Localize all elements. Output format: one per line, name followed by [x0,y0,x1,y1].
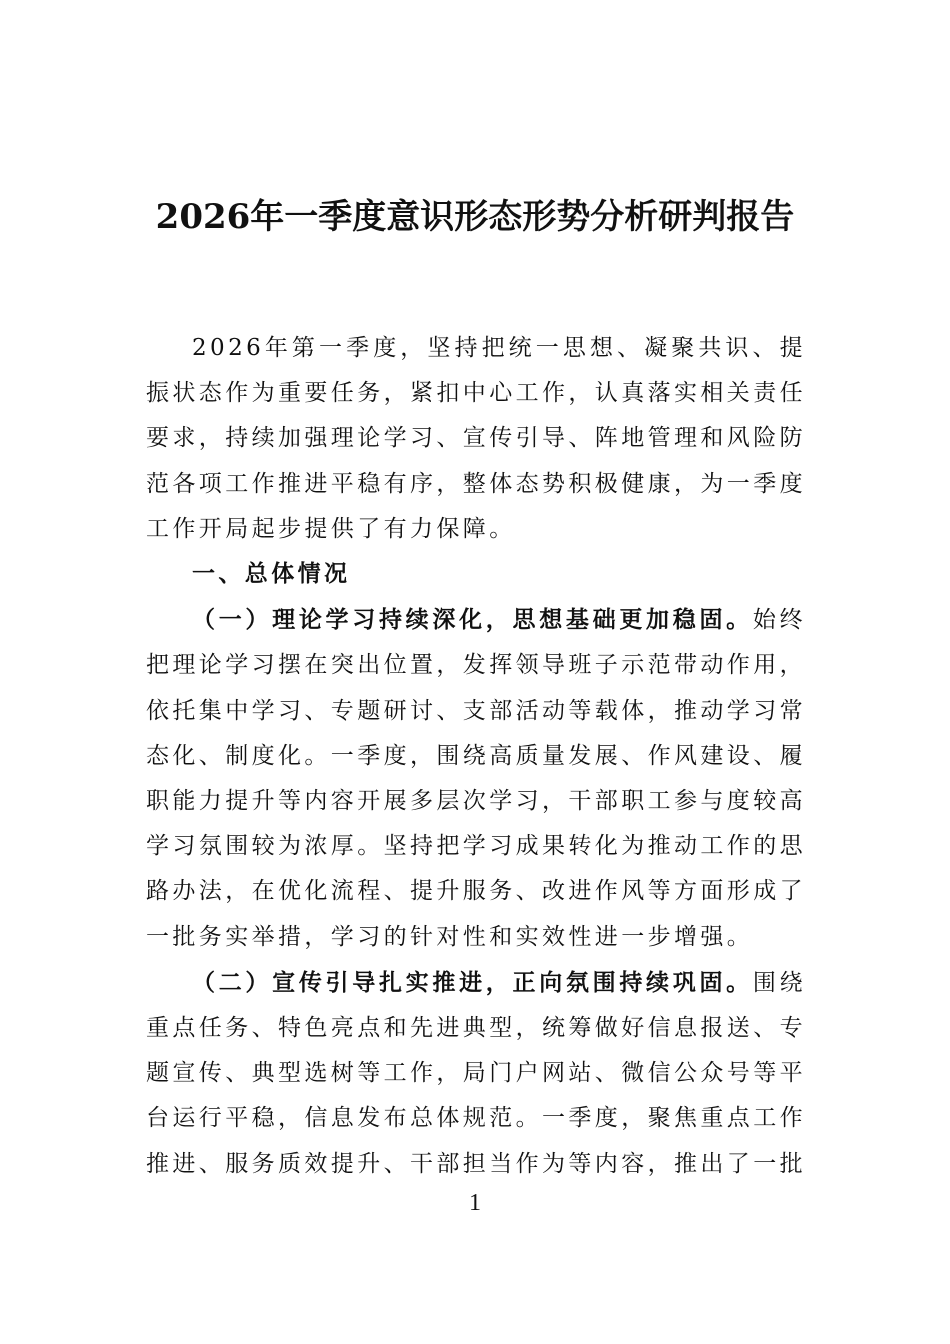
section-heading: 一、总体情况 [192,561,351,588]
subsection-1-body: 始终把理论学习摆在突出位置，发挥领导班子示范带动作用，依托集中学习、专题研讨、支部活动等载体，推动学习常态化、制度化。一季度，围绕高质量发展、作风建设、履职能力提升等内容开展多层次学习，干部职工参与度较高学习氛围较为浓厚。坚持把学习成果转化为推动工作的思路办法，在优化流程、提升服务、改进作风等方面形成了一批务实举措，学习的针对性和实效性进一步增强。 [146,607,806,950]
subsection-2-body: 围绕重点任务、特色亮点和先进典型，统筹做好信息报送、专题宣传、典型选树等工作，局门户网站、微信公众号等平台运行平稳，信息发布总体规范。一季度，聚焦重点工作推进、服务质效提升、干部担当作为等内容，推出了一批 [146,969,806,1177]
subsection-1-paragraph [146,597,806,960]
page-number: 1 [469,1190,481,1216]
document-title: 2026年一季度意识形态形势分析研判报告 [155,197,795,237]
document-body [146,326,806,1187]
subsection-1-heading: （一）理论学习持续深化，思想基础更加稳固。 [192,606,753,634]
subsection-2-paragraph [146,960,806,1187]
subsection-2-heading: （二）宣传引导扎实推进，正向氛围持续巩固。 [192,968,753,996]
intro-paragraph: 2026年第一季度，坚持把统一思想、凝聚共识、提振状态作为重要任务，紧扣中心工作，认真落实相关责任要求，持续加强理论学习、宣传引导、阵地管理和风险防范各项工作推进平稳有序，整体态势积极健康，为一季度工作开局起步提供了有力保障。 [146,335,806,542]
